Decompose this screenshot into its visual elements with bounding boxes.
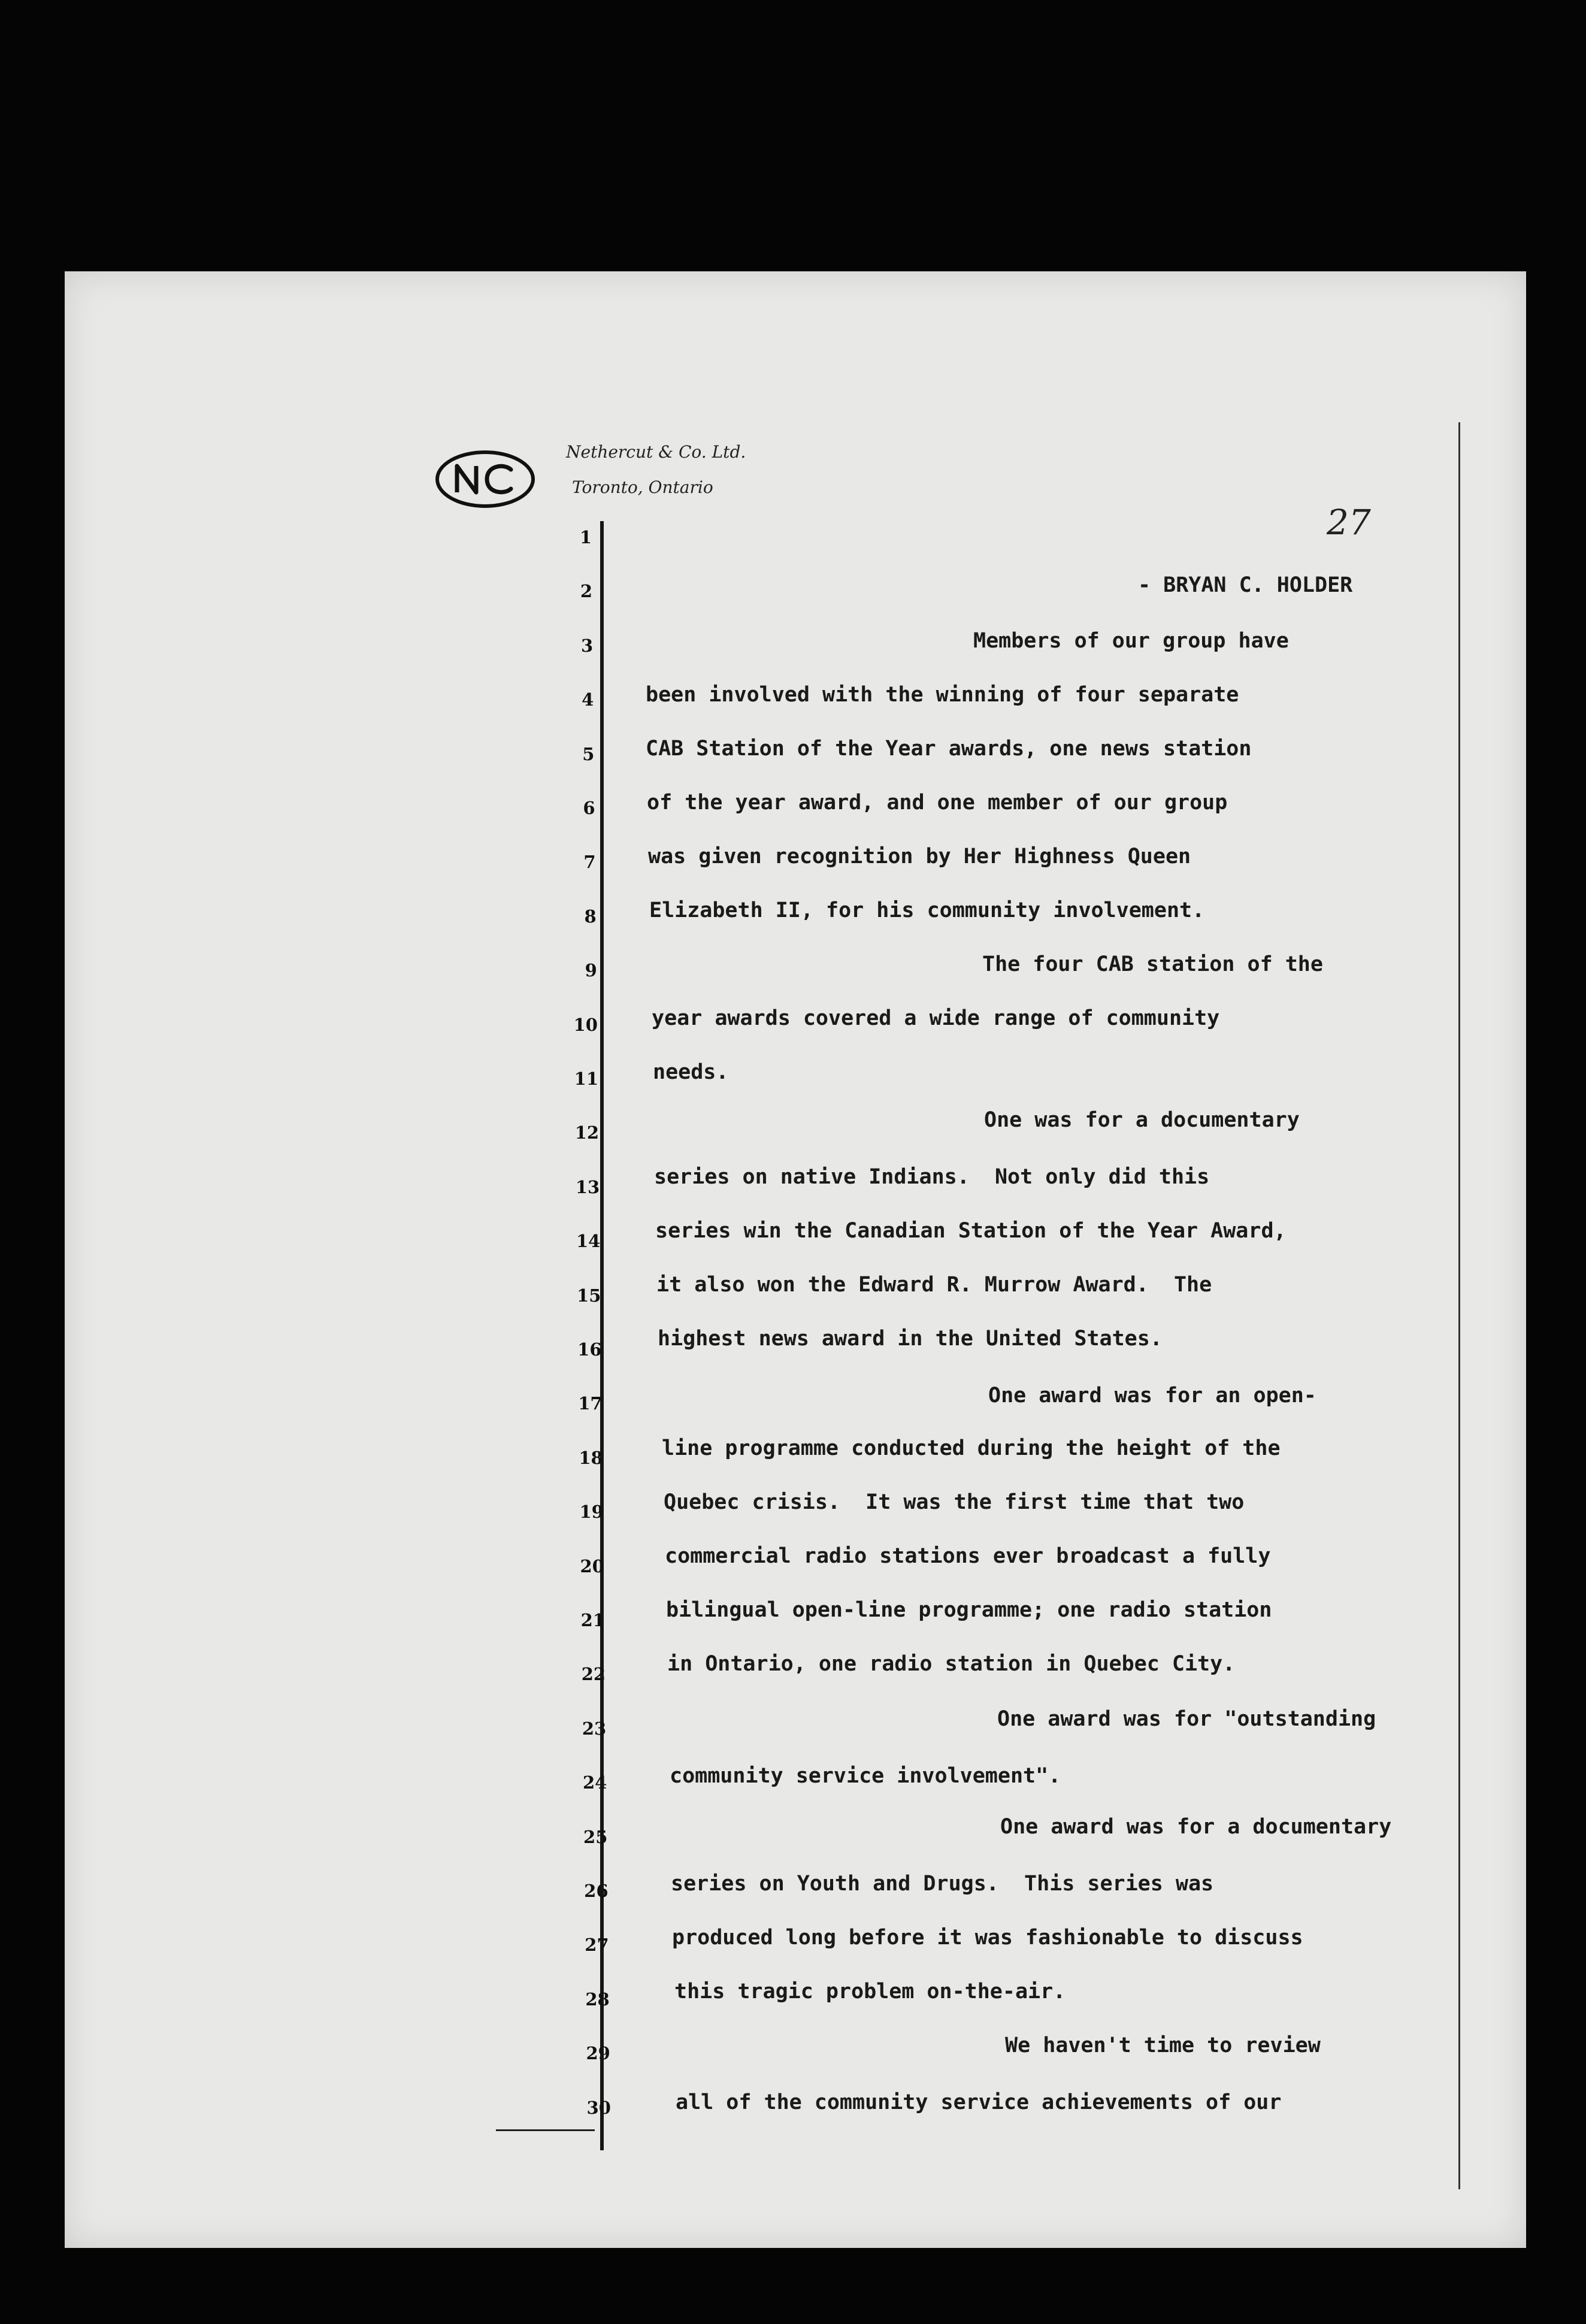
firm-name: Nethercut & Co. Ltd. bbox=[566, 442, 746, 462]
line-number: 19 bbox=[579, 1502, 604, 1523]
transcript-line: Members of our group have bbox=[973, 629, 1289, 653]
transcript-line: Quebec crisis. It was the first time that two bbox=[664, 1490, 1245, 1514]
transcript-line: The four CAB station of the bbox=[982, 952, 1323, 976]
right-margin-rule bbox=[1458, 422, 1460, 2189]
transcript-line: in Ontario, one radio station in Quebec City. bbox=[667, 1652, 1236, 1676]
line-number: 30 bbox=[586, 2097, 611, 2118]
page-number: 27 bbox=[1327, 502, 1371, 543]
transcript-line: One award was for a documentary bbox=[1000, 1815, 1392, 1839]
transcript-line: was given recognition by Her Highness Queen bbox=[648, 845, 1191, 869]
line-number: 15 bbox=[577, 1285, 601, 1306]
transcript-line: produced long before it was fashionable to discuss bbox=[672, 1926, 1303, 1950]
transcript-line: commercial radio stations ever broadcast a fully bbox=[665, 1544, 1271, 1568]
line-number: 29 bbox=[586, 2043, 610, 2064]
line-number: 9 bbox=[585, 960, 597, 981]
transcript-line: We haven't time to review bbox=[1005, 2034, 1321, 2057]
line-number: 5 bbox=[582, 743, 595, 764]
transcript-line: series win the Canadian Station of the Year Award, bbox=[655, 1219, 1287, 1243]
line-number: 27 bbox=[585, 1935, 609, 1956]
line-number: 2 bbox=[580, 581, 593, 602]
line-number: 18 bbox=[579, 1447, 603, 1468]
firm-city: Toronto, Ontario bbox=[572, 477, 713, 497]
transcript-line: it also won the Edward R. Murrow Award. The bbox=[656, 1273, 1212, 1297]
transcript-line: community service involvement". bbox=[670, 1764, 1061, 1788]
line-number: 28 bbox=[585, 1989, 610, 2010]
transcript-line: Elizabeth II, for his community involvement. bbox=[649, 898, 1205, 922]
line-number: 1 bbox=[579, 527, 592, 547]
transcript-line: - BRYAN C. HOLDER bbox=[1138, 573, 1353, 597]
transcript-line: One award was for an open- bbox=[988, 1384, 1316, 1408]
line-number: 12 bbox=[574, 1122, 600, 1143]
line-number: 4 bbox=[582, 689, 594, 710]
transcript-line: year awards covered a wide range of community bbox=[652, 1006, 1220, 1030]
bottom-margin-tick bbox=[496, 2129, 595, 2131]
line-number: 24 bbox=[582, 1772, 607, 1793]
line-number: 25 bbox=[583, 1826, 608, 1847]
line-number: 6 bbox=[583, 798, 595, 818]
transcript-line: line programme conducted during the height of the bbox=[662, 1436, 1281, 1460]
line-number: 13 bbox=[575, 1176, 600, 1197]
transcript-line: One was for a documentary bbox=[984, 1108, 1300, 1132]
line-number: 21 bbox=[580, 1610, 605, 1630]
line-number: 26 bbox=[584, 1881, 609, 1901]
line-number: 14 bbox=[576, 1231, 601, 1252]
transcript-line: series on Youth and Drugs. This series was bbox=[671, 1872, 1214, 1896]
line-number: 20 bbox=[580, 1556, 604, 1576]
transcript-line: series on native Indians. Not only did this bbox=[654, 1165, 1210, 1189]
transcript-line: all of the community service achievements of our bbox=[676, 2090, 1282, 2114]
transcript-page bbox=[65, 271, 1526, 2248]
line-number: 22 bbox=[581, 1664, 606, 1685]
transcript-line: bilingual open-line programme; one radio station bbox=[666, 1598, 1272, 1622]
nc-seal-logo bbox=[434, 449, 536, 509]
transcript-line: One award was for "outstanding bbox=[997, 1707, 1376, 1731]
line-number: 23 bbox=[582, 1718, 607, 1739]
line-number: 3 bbox=[581, 635, 594, 656]
transcript-line: this tragic problem on-the-air. bbox=[674, 1980, 1066, 2004]
transcript-line: CAB Station of the Year awards, one news station bbox=[646, 737, 1252, 761]
left-margin-rule bbox=[600, 521, 604, 2150]
transcript-line: highest news award in the United States. bbox=[658, 1327, 1163, 1351]
line-number: 17 bbox=[578, 1393, 603, 1414]
transcript-line: needs. bbox=[653, 1060, 729, 1084]
line-number: 16 bbox=[577, 1339, 602, 1360]
line-number: 8 bbox=[584, 906, 597, 927]
transcript-line: of the year award, and one member of our group bbox=[647, 791, 1228, 815]
line-number: 7 bbox=[583, 852, 596, 873]
line-number: 10 bbox=[573, 1014, 598, 1035]
transcript-line: been involved with the winning of four separate bbox=[646, 683, 1239, 707]
line-number: 11 bbox=[574, 1069, 598, 1089]
